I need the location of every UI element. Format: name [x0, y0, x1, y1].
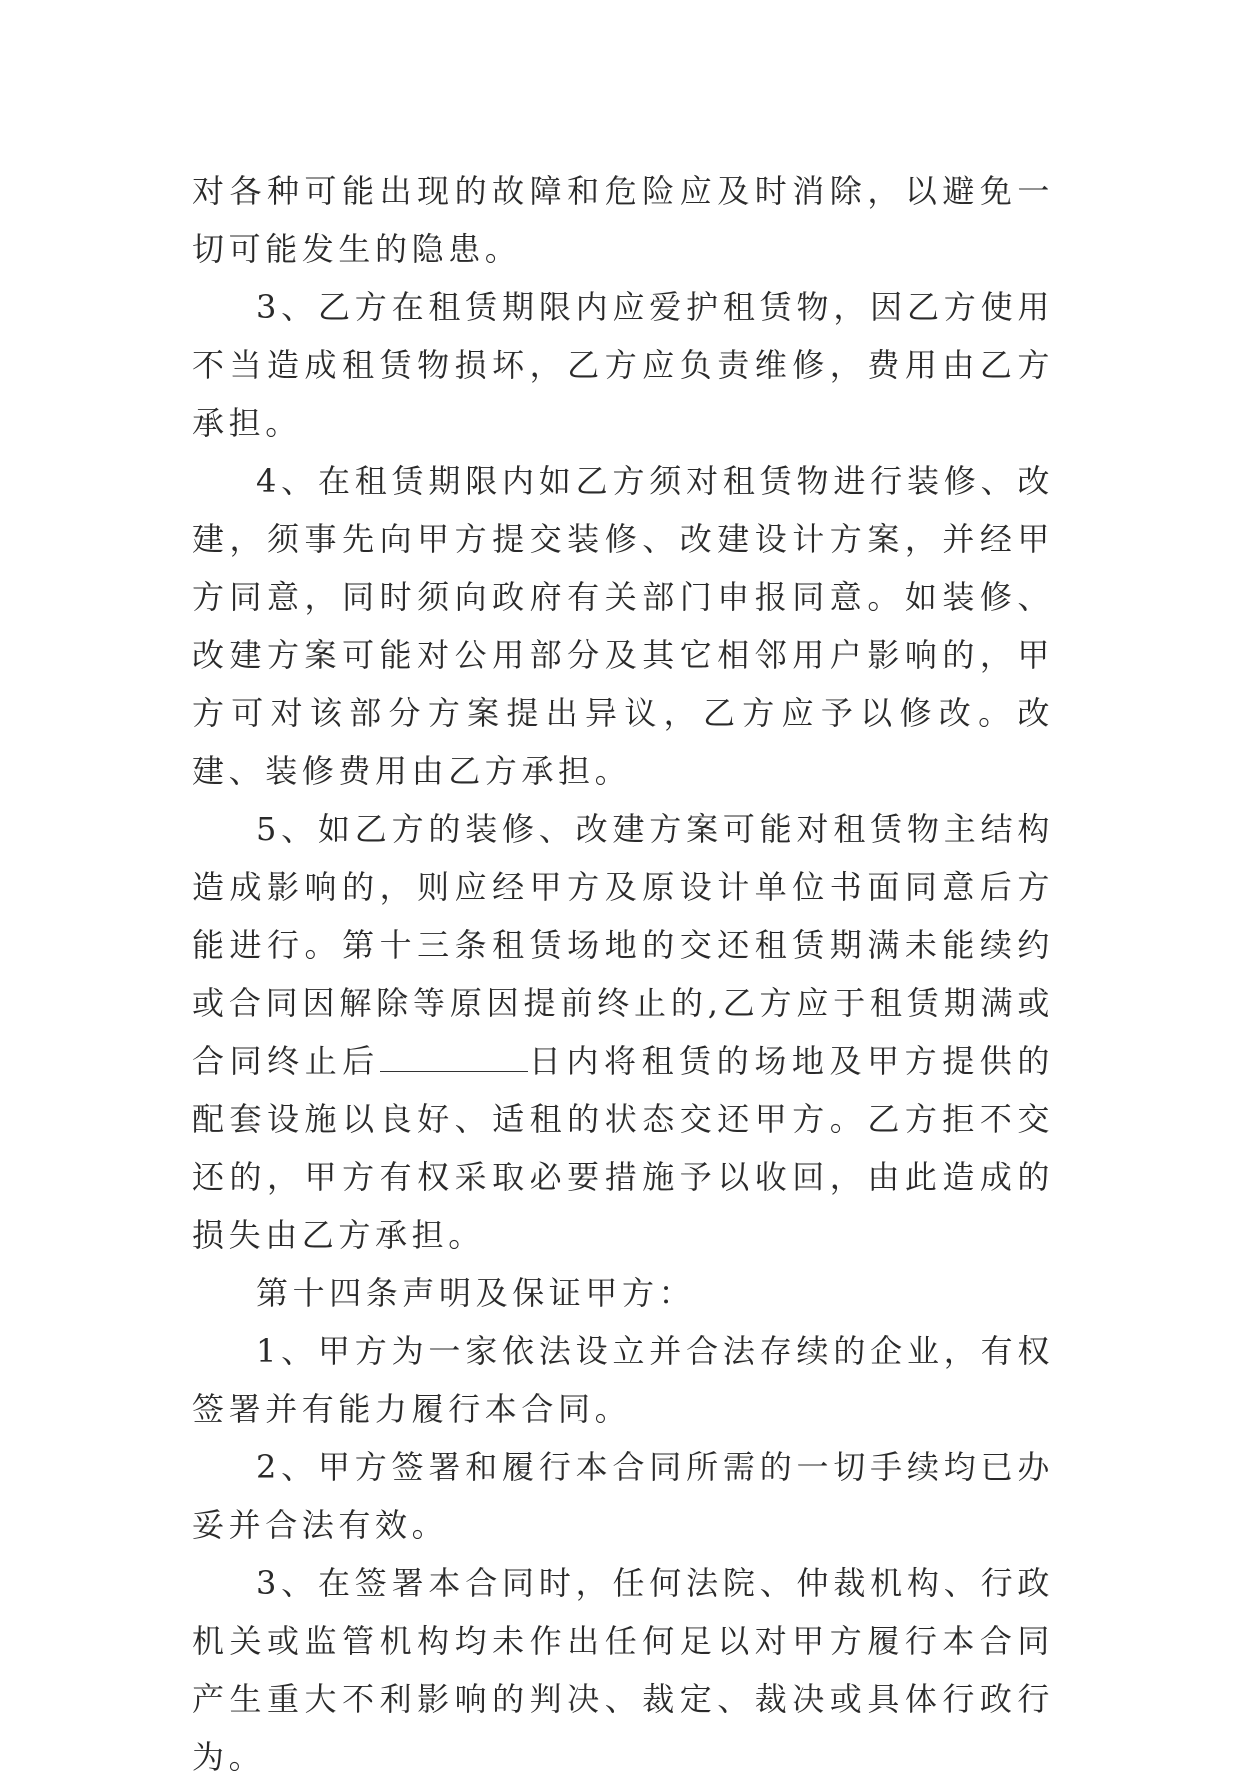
- paragraph-clause-4: 4、在租赁期限内如乙方须对租赁物进行装修、改建，须事先向甲方提交装修、改建设计方案，并经甲方同意，同时须向政府有关部门申报同意。如装修、改建方案可能对公用部分及其它相邻用户影响的，甲方可对该部分方案提出异议，乙方应予以修改。改建、装修费用由乙方承担。: [192, 462, 1054, 790]
- paragraph-warranty-1: 1、甲方为一家依法设立并合法存续的企业，有权签署并有能力履行本合同。: [192, 1332, 1054, 1428]
- document-body: [192, 162, 1054, 1786]
- clause-5-text-before-blank: 5、如乙方的装修、改建方案可能对租赁物主结构造成影响的，则应经甲方及原设计单位书面同意后方能进行。第十三条租赁场地的交还租赁期满未能续约或合同因解除等原因提前终止的,乙方应于租赁期满或合同终止后: [192, 810, 1054, 1080]
- paragraph-clause-3: 3、乙方在租赁期限内应爱护租赁物，因乙方使用不当造成租赁物损坏，乙方应负责维修，费用由乙方承担。: [192, 288, 1054, 442]
- paragraph-warranty-2: 2、甲方签署和履行本合同所需的一切手续均已办妥并合法有效。: [192, 1448, 1054, 1544]
- paragraph-warranty-3: 3、在签署本合同时，任何法院、仲裁机构、行政机关或监管机构均未作出任何足以对甲方履行本合同产生重大不利影响的判决、裁定、裁决或具体行政行为。: [192, 1564, 1054, 1776]
- fill-in-blank-days: [380, 1041, 528, 1072]
- section-heading-article-14: 第十四条声明及保证甲方：: [256, 1274, 696, 1312]
- paragraph-clause-5: [192, 800, 1054, 1264]
- clause-5-text-after-blank: 日内将租赁的场地及甲方提供的配套设施以良好、适租的状态交还甲方。乙方拒不交还的，甲方有权采取必要措施予以收回，由此造成的损失由乙方承担。: [192, 1042, 1054, 1254]
- paragraph-continuation: 对各种可能出现的故障和危险应及时消除，以避免一切可能发生的隐患。: [192, 172, 1054, 268]
